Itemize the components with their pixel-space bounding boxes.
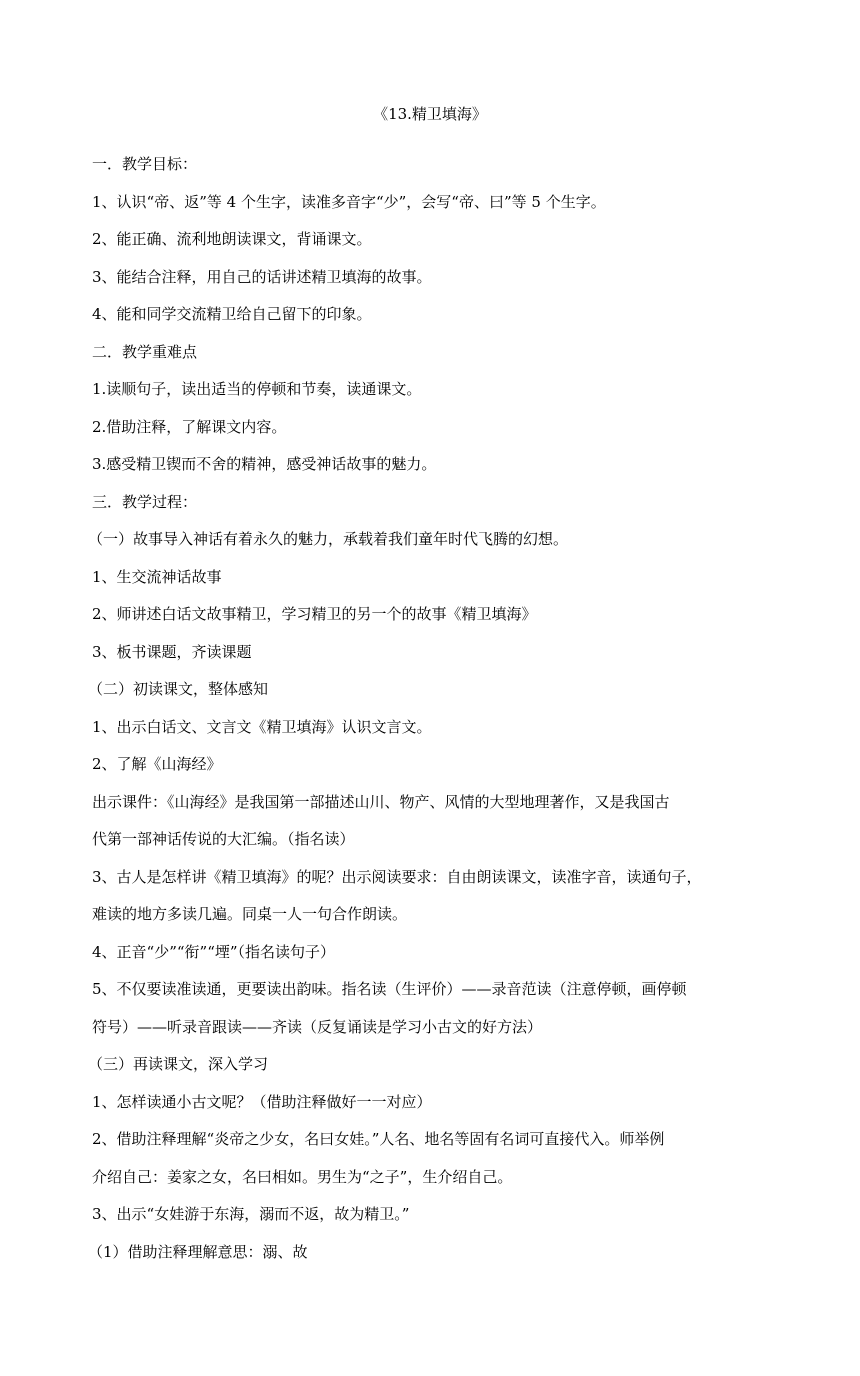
paragraph-line: 1、认识“帝、返”等 4 个生字，读准多音字“少”，会写“帝、曰”等 5 个生字。 [92,192,606,211]
paragraph-line: 2、借助注释理解“炎帝之少女，名曰女娃。”人名、地名等固有名词可直接代入。师举例 [92,1130,665,1148]
paragraph-line: 3.感受精卫锲而不舍的精神，感受神话故事的魅力。 [92,455,437,473]
paragraph-line: 3、出示“女娃游于东海，溺而不返，故为精卫。” [92,1205,410,1223]
paragraph-line: 4、能和同学交流精卫给自己留下的印象。 [92,305,372,323]
paragraph-line: 2、能正确、流利地朗读课文，背诵课文。 [92,230,372,248]
paragraph-line: 介绍自己：姜家之女，名曰相如。男生为“之子”，生介绍自己。 [92,1167,513,1186]
section-heading-process: 三．教学过程： [92,492,198,511]
paragraph-line: 2.借助注释，了解课文内容。 [92,417,287,436]
subsection-heading: （二）初读课文，整体感知 [88,680,269,698]
paragraph-line: 5、不仅要读准读通，更要读出韵味。指名读（生评价）——录音范读（注意停顿，画停顿 [92,980,687,998]
document-body [88,146,782,1271]
paragraph-line: （1）借助注释理解意思：溺、故 [88,1242,308,1261]
paragraph-line: 1、生交流神话故事 [92,567,222,586]
document-title: 《13.精卫填海》 [373,105,487,123]
paragraph-line: 出示课件：《山海经》是我国第一部描述山川、物产、风情的大型地理著作，又是我国古 [92,792,670,811]
paragraph-line: 4、正音“少”“衔”“堙”（指名读句子） [92,942,336,961]
paragraph-line: 代第一部神话传说的大汇编。（指名读） [92,830,355,848]
paragraph-line: 1、出示白话文、文言文《精卫填海》认识文言文。 [92,717,432,736]
paragraph-line: 1.读顺句子，读出适当的停顿和节奏，读通课文。 [92,380,422,398]
paragraph-line: 3、板书课题，齐读课题 [92,642,252,661]
section-heading-key-points: 二．教学重难点 [92,342,198,361]
paragraph-line: 2、师讲述白话文故事精卫，学习精卫的另一个的故事《精卫填海》 [92,605,537,623]
subsection-heading: （三）再读课文，深入学习 [88,1055,269,1073]
paragraph-line: 难读的地方多读几遍。同桌一人一句合作朗读。 [92,905,408,923]
paragraph-line: 3、古人是怎样讲《精卫填海》的呢？出示阅读要求：自由朗读课文，读准字音，读通句子， [92,867,702,886]
subsection-heading: （一）故事导入神话有着永久的魅力，承载着我们童年时代飞腾的幻想。 [88,530,569,548]
paragraph-line: 2、了解《山海经》 [92,755,222,773]
paragraph-line: 1、怎样读通小古文呢？（借助注释做好一一对应） [92,1092,432,1111]
section-heading-objectives: 一．教学目标： [92,155,198,173]
paragraph-line: 符号）——听录音跟读——齐读（反复诵读是学习小古文的好方法） [92,1017,543,1036]
paragraph-line: 3、能结合注释，用自己的话讲述精卫填海的故事。 [92,267,432,286]
